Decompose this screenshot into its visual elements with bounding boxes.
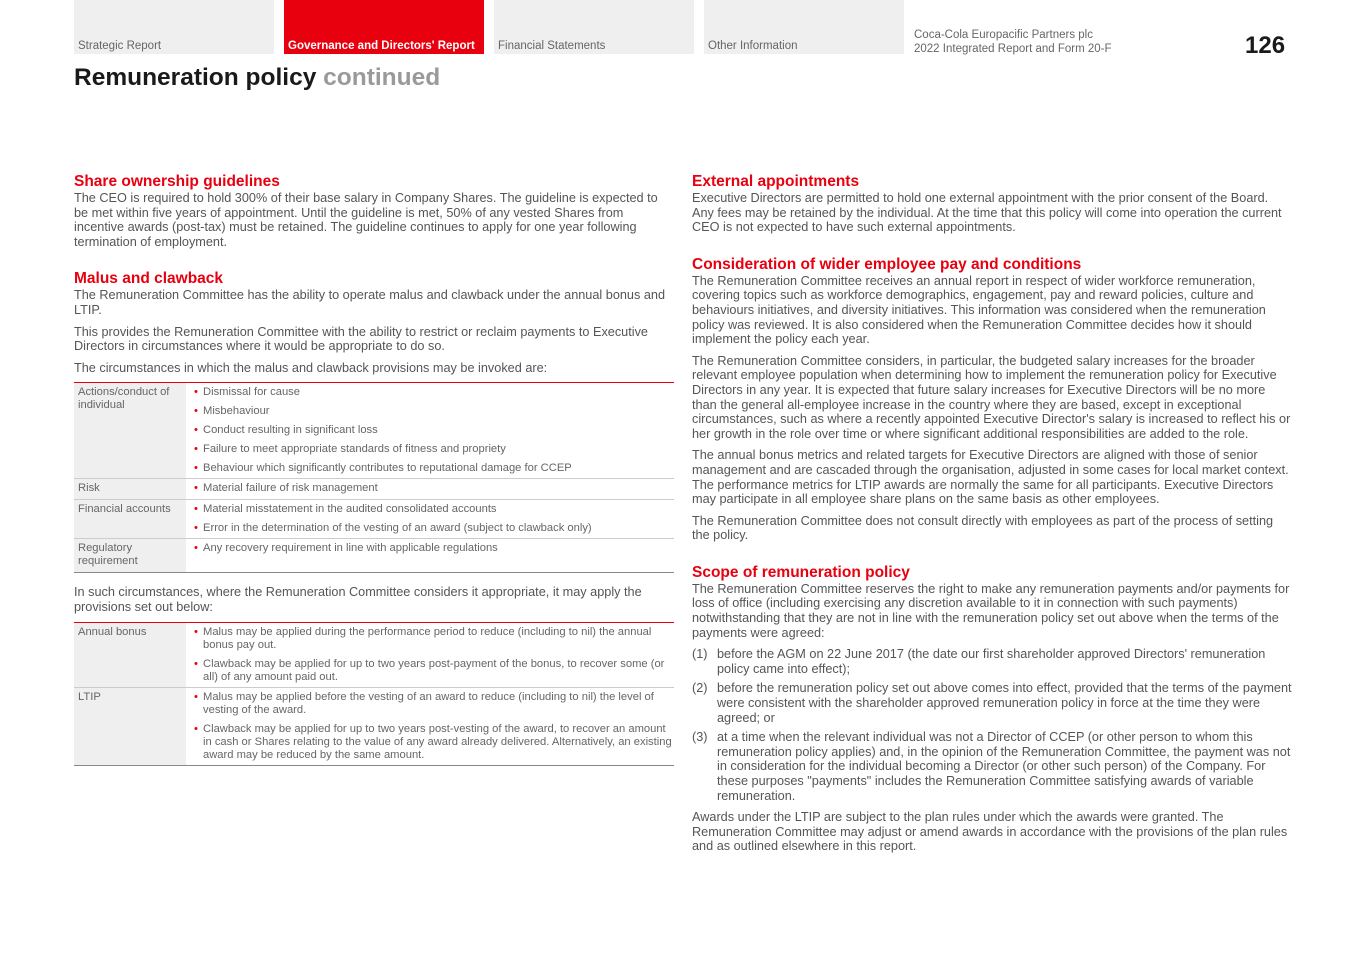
right-column — [692, 172, 1292, 861]
list-item: • Conduct resulting in significant loss — [194, 424, 674, 437]
page-title — [74, 64, 440, 92]
list-item: • Dismissal for cause — [194, 386, 674, 399]
section-nav — [74, 0, 914, 54]
list-item — [692, 681, 1292, 725]
malus-text-2: This provides the Remuneration Committee with the ability to restrict or reclaim payments to Executive Directors in circumstances where it would be appropriate to do so. — [74, 324, 648, 354]
bullet-list — [194, 503, 674, 535]
circumstances-table — [74, 382, 674, 573]
bullet-list — [194, 386, 674, 475]
left-column — [74, 172, 674, 786]
row-label: LTIP — [74, 687, 186, 765]
malus-clawback-section — [74, 269, 674, 765]
list-item: • Material failure of risk management — [194, 482, 674, 495]
provisions-table — [74, 622, 674, 766]
tab-strategic-report[interactable]: Strategic Report — [74, 0, 274, 54]
malus-text-1: The Remuneration Committee has the ability to operate malus and clawback under the annual bonus and LTIP. — [74, 288, 666, 317]
row-label: Regulatory requirement — [74, 539, 186, 573]
external-appointments-text: Executive Directors are permitted to hold one external appointment with the prior consent of the Board. Any fees may be retained by the individual. At the time that this policy will come into operation the current CEO is not expected to have such external appointments. — [692, 191, 1282, 235]
external-appointments-section — [692, 172, 1292, 235]
list-item: • Any recovery requirement in line with applicable regulations — [194, 542, 674, 555]
list-item: • Behaviour which significantly contributes to reputational damage for CCEP — [194, 462, 674, 475]
bullet-list — [194, 691, 674, 762]
row-label: Financial accounts — [74, 500, 186, 539]
share-ownership-heading: Share ownership guidelines — [74, 173, 280, 190]
list-item: • Error in the determination of the vesting of an award (subject to clawback only) — [194, 522, 674, 535]
wider-employee-heading: Consideration of wider employee pay and conditions — [692, 255, 1082, 273]
share-ownership-section — [74, 172, 674, 249]
list-item — [692, 647, 1292, 676]
table-row — [74, 687, 674, 765]
wider-employee-text-2: The Remuneration Committee considers, in particular, the budgeted salary increases for the broader relevant employee population when determining how to implement the remuneration policy for Executive Directors in any year. It is expected that future salary increases for Executive Directors will be no more than the general all-employee increase in the country where they are based, except in exceptional circumstances, such as where a recently appointed Executive Director's salary is increased to reflect his or her growth in the role over time or where significant additional responsibilities are added to the role. — [692, 353, 1291, 441]
scope-text-2: Awards under the LTIP are subject to the plan rules under which the awards were granted. The Remuneration Committee may adjust or amend awards in accordance with the provisions of the plan rules and as outlined elsewhere in this report. — [692, 810, 1288, 854]
external-appointments-heading: External appointments — [692, 173, 860, 190]
malus-clawback-heading: Malus and clawback — [74, 270, 224, 288]
bullet-list — [194, 542, 674, 555]
malus-text-4: In such circumstances, where the Remuneration Committee considers it appropriate, it may apply the provisions set out below: — [74, 585, 642, 614]
list-item: • Misbehaviour — [194, 405, 674, 418]
tab-other-information[interactable]: Other Information — [704, 0, 904, 54]
wider-employee-text-3: The annual bonus metrics and related targets for Executive Directors are aligned with those of senior management and are cascaded through the organisation, adjusted in some cases for local market context. The performance metrics for LTIP awards are normally the same for all participants. Executive Directors may participate in all employee share plans on the same basis as other employees. — [692, 448, 1289, 507]
tab-financial-statements[interactable]: Financial Statements — [494, 0, 694, 54]
tab-governance[interactable]: Governance and Directors' Report — [284, 0, 484, 54]
list-item: • Clawback may be applied for up to two years post-payment of the bonus, to recover some (or all) of any amount paid out. — [194, 658, 674, 684]
report-name — [914, 28, 1112, 56]
malus-text-3: The circumstances in which the malus and clawback provisions may be invoked are: — [74, 360, 548, 375]
bullet-list — [194, 626, 674, 684]
list-item: • Material misstatement in the audited consolidated accounts — [194, 503, 674, 516]
row-label: Risk — [74, 479, 186, 500]
scope-heading: Scope of remuneration policy — [692, 563, 910, 581]
list-text: before the AGM on 22 June 2017 (the date our first shareholder approved Directors' remuneration policy came into effect); — [717, 647, 1266, 676]
table-row — [74, 479, 674, 500]
scope-text-1: The Remuneration Committee reserves the right to make any remuneration payments and/or payments for loss of office (including exercising any discretion available to it in connection with such payments) notwithstanding that they are not in line with the remuneration policy set out above when the terms of the payments were agreed: — [692, 581, 1290, 640]
share-ownership-text: The CEO is required to hold 300% of their base salary in Company Shares. The guideline is expected to be met within five years of appointment. Until the guideline is met, 50% of any vested Shares from incentive awards (post-tax) must be retained. The guideline continues to apply for one year following termination of employment. — [74, 191, 658, 249]
report-name-line2: 2022 Integrated Report and Form 20-F — [914, 43, 1112, 55]
list-number: (3) — [692, 730, 708, 745]
list-item: • Clawback may be applied for up to two years post-vesting of the award, to recover an amount in cash or Shares relating to the value of any award already delivered. Alternatively, an existing award may be reduced by the same amount. — [194, 723, 674, 762]
list-item: • Malus may be applied before the vesting of an award to reduce (including to nil) the level of vesting of the award. — [194, 691, 674, 717]
table-row — [74, 539, 674, 573]
row-label: Annual bonus — [74, 622, 186, 687]
table-row — [74, 383, 674, 479]
list-number: (2) — [692, 681, 708, 696]
scope-section — [692, 563, 1292, 854]
report-name-line1: Coca-Cola Europacific Partners plc — [914, 29, 1093, 41]
page-title-main: Remuneration policy — [74, 64, 317, 91]
page-title-suffix: continued — [323, 64, 441, 91]
list-text: before the remuneration policy set out above comes into effect, provided that the terms of the payment were consistent with the shareholder approved remuneration policy in force at the time they were agreed; or — [717, 681, 1292, 725]
wider-employee-section — [692, 255, 1292, 543]
table-row — [74, 622, 674, 687]
list-item: • Failure to meet appropriate standards of fitness and propriety — [194, 443, 674, 456]
page-number: 126 — [1245, 32, 1286, 59]
bullet-list — [194, 482, 674, 495]
list-number: (1) — [692, 647, 708, 662]
scope-list — [692, 647, 1292, 803]
list-text: at a time when the relevant individual was not a Director of CCEP (or other person to whom this remuneration policy applies) and, in the opinion of the Remuneration Committee, the payment was not in consideration for the individual becoming a Director (or other such person) of the Company. For these purposes "payments" includes the Remuneration Committee satisfying awards of variable remuneration. — [717, 730, 1291, 803]
list-item: • Malus may be applied during the performance period to reduce (including to nil) the annual bonus pay out. — [194, 626, 674, 652]
list-item — [692, 730, 1292, 803]
table-row — [74, 500, 674, 539]
row-label: Actions/conduct of individual — [74, 383, 186, 479]
wider-employee-text-4: The Remuneration Committee does not consult directly with employees as part of the process of setting the policy. — [692, 513, 1274, 543]
wider-employee-text-1: The Remuneration Committee receives an annual report in respect of wider workforce remuneration, covering topics such as workforce demographics, engagement, pay and reward policies, culture and behaviours initiatives, and diversity initiatives. This information was considered when the remuneration policy was reviewed. It is also considered when the Remuneration Committee decides how it should implement the policy each year. — [692, 273, 1266, 347]
